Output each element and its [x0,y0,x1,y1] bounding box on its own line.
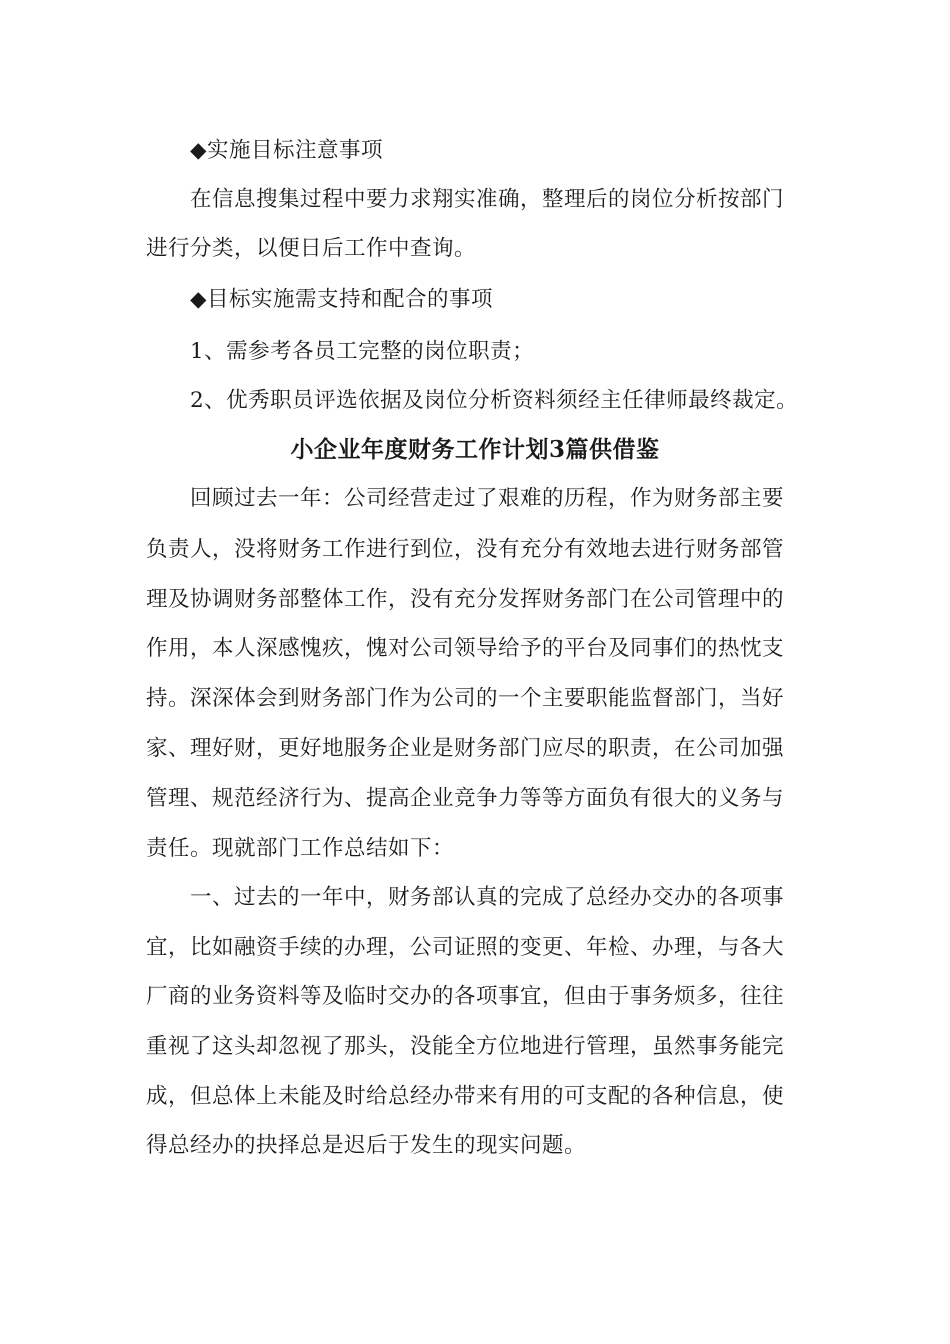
paragraph-line: 管理、规范经济行为、提高企业竞争力等等方面负有很大的义务与 [146,786,785,811]
paragraph-line: 进行分类，以便日后工作中查询。 [146,236,477,261]
paragraph-line: 在信息搜集过程中要力求翔实准确，整理后的岗位分析按部门 [190,187,785,212]
section-heading-support: ◆目标实施需支持和配合的事项 [190,287,494,312]
paragraph-line: 责任。现就部门工作总结如下： [146,836,455,861]
paragraph-line: 成，但总体上未能及时给总经办带来有用的可支配的各种信息，使 [146,1084,785,1109]
paragraph-line: 持。深深体会到财务部门作为公司的一个主要职能监督部门，当好 [146,686,785,711]
paragraph-line: 一、过去的一年中，财务部认真的完成了总经办交办的各项事 [190,885,785,910]
paragraph-line: 重视了这头却忽视了那头，没能全方位地进行管理，虽然事务能完 [146,1034,785,1059]
paragraph-line: 回顾过去一年：公司经营走过了艰难的历程，作为财务部主要 [190,486,785,511]
section-heading-notes: ◆实施目标注意事项 [190,138,384,163]
paragraph-line: 家、理好财，更好地服务企业是财务部门应尽的职责，在公司加强 [146,736,785,761]
paragraph-line: 宜，比如融资手续的办理，公司证照的变更、年检、办理，与各大 [146,935,785,960]
paragraph-line: 作用，本人深感愧疚，愧对公司领导给予的平台及同事们的热忱支 [146,636,785,661]
list-item: 2、优秀职员评选依据及岗位分析资料须经主任律师最终裁定。 [190,388,799,413]
document-title: 小企业年度财务工作计划3篇供借鉴 [290,436,660,463]
paragraph-line: 负责人，没将财务工作进行到位，没有充分有效地去进行财务部管 [146,537,785,562]
list-item: 1、需参考各员工完整的岗位职责； [190,339,535,364]
paragraph-line: 得总经办的抉择总是迟后于发生的现实问题。 [146,1133,587,1158]
paragraph-line: 理及协调财务部整体工作，没有充分发挥财务部门在公司管理中的 [146,587,785,612]
paragraph-line: 厂商的业务资料等及临时交办的各项事宜，但由于事务烦多，往往 [146,984,785,1009]
